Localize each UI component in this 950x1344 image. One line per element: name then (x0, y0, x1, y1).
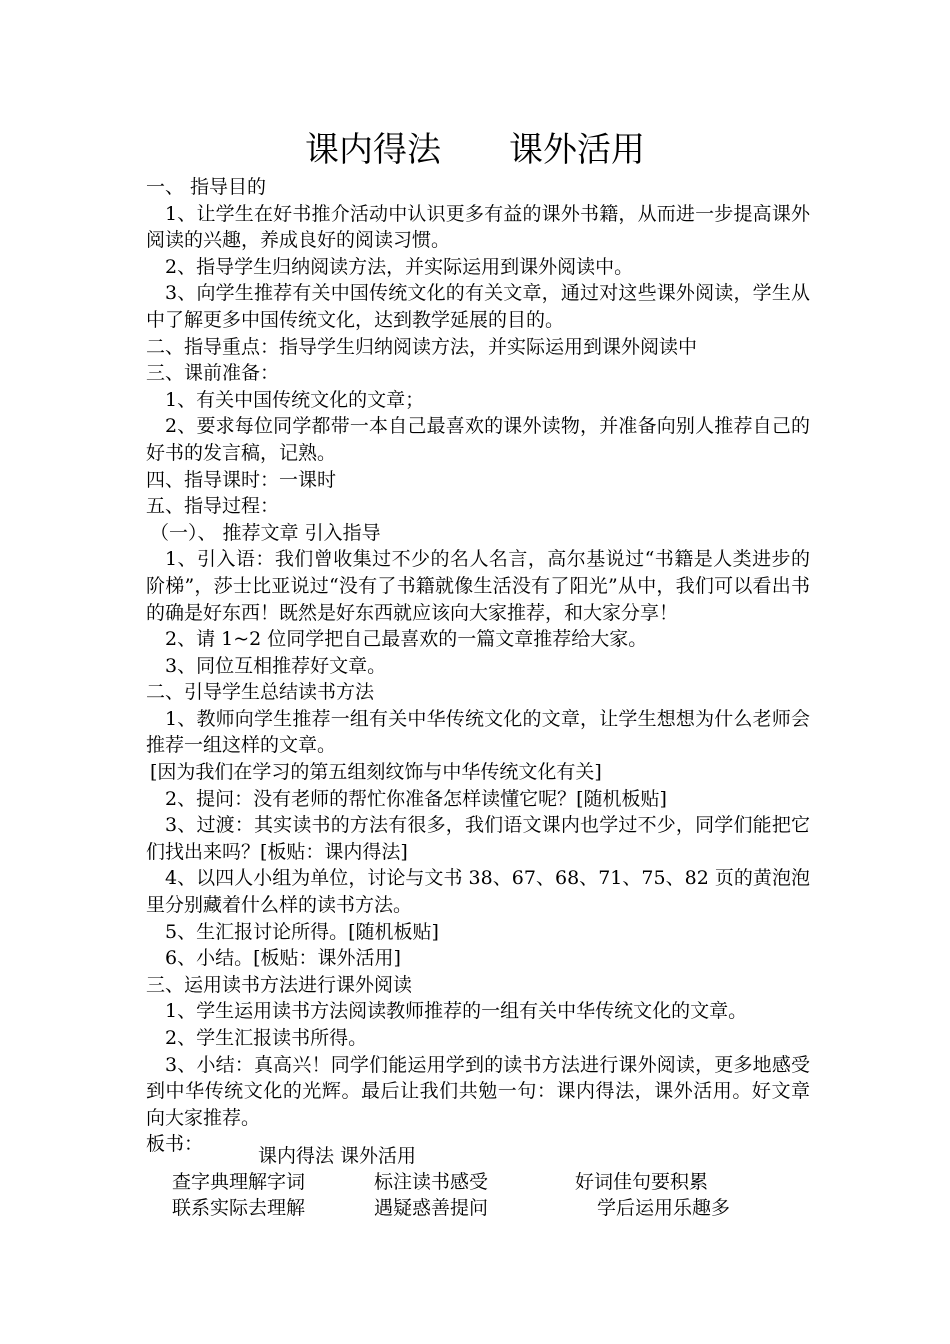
board-title: 课内得法 课外活用 (258, 1145, 417, 1167)
paragraph: 三、课前准备： (146, 362, 280, 385)
paragraph: 2、要求每位同学都带一本自己最喜欢的课外读物，并准备向别人推荐自己的好书的发言稿，记熟。 (146, 415, 810, 464)
paragraph: 5、生汇报讨论所得。[随机板贴] (165, 920, 439, 943)
paragraph: 6、小结。[板贴：课外活用] (165, 947, 401, 970)
paragraph: 3、过渡：其实读书的方法有很多，我们语文课内也学过不少，同学们能把它们找出来吗？[板贴：课内得法] (146, 814, 810, 863)
paragraph: 1、教师向学生推荐一组有关中华传统文化的文章，让学生想想为什么老师会推荐一组这样的文章。 (146, 707, 810, 757)
board-item: 查字典理解字词 (172, 1171, 306, 1193)
paragraph: [因为我们在学习的第五组刻纹饰与中华传统文化有关] (150, 761, 602, 784)
paragraph: 二、指导重点：指导学生归纳阅读方法，并实际运用到课外阅读中 (146, 335, 698, 358)
paragraph: 3、小结：真高兴！同学们能运用学到的读书方法进行课外阅读，更多地感受到中华传统文化的光辉。最后让我们共勉一句：课内得法，课外活用。好文章向大家推荐。 (146, 1053, 810, 1129)
paragraph: 1、学生运用读书方法阅读教师推荐的一组有关中华传统文化的文章。 (165, 1000, 748, 1023)
paragraph: 3、同位互相推荐好文章。 (165, 654, 387, 677)
board-item: 好词佳句要积累 (575, 1171, 709, 1193)
document-body (146, 174, 810, 1158)
board-item: 标注读书感受 (374, 1171, 489, 1193)
paragraph: 1、有关中国传统文化的文章； (165, 388, 425, 411)
paragraph: 1、让学生在好书推介活动中认识更多有益的课外书籍，从而进一步提高课外阅读的兴趣，养成良好的阅读习惯。 (146, 202, 810, 252)
paragraph: 三、运用读书方法进行课外阅读 (146, 973, 413, 996)
paragraph: 二、引导学生总结读书方法 (146, 681, 375, 704)
board-item: 遇疑惑善提问 (374, 1197, 489, 1219)
board-item: 联系实际去理解 (172, 1197, 306, 1219)
paragraph: 一、 指导目的 (146, 176, 267, 198)
paragraph: 2、提问：没有老师的帮忙你准备怎样读懂它呢？[随机板贴] (165, 787, 667, 810)
board-item: 学后运用乐趣多 (597, 1197, 731, 1219)
paragraph: 五、指导过程： (146, 495, 280, 518)
paragraph: （一）、 推荐文章 引入指导 (150, 521, 381, 544)
page-title: 课内得法 课外活用 (305, 130, 645, 170)
paragraph: 3、向学生推荐有关中国传统文化的有关文章，通过对这些课外阅读，学生从中了解更多中国传统文化，达到教学延展的目的。 (146, 282, 810, 331)
paragraph: 2、学生汇报读书所得。 (165, 1027, 368, 1049)
paragraph: 2、指导学生归纳阅读方法，并实际运用到课外阅读中。 (165, 255, 634, 278)
paragraph: 4、以四人小组为单位，讨论与文书 38、67、68、71、75、82 页的黄泡泡里分别藏着什么样的读书方法。 (146, 867, 810, 917)
paragraph: 2、请 1~2 位同学把自己最喜欢的一篇文章推荐给大家。 (165, 628, 648, 651)
paragraph: 四、指导课时：一课时 (146, 468, 337, 491)
paragraph: 1、引入语：我们曾收集过不少的名人名言，高尔基说过“书籍是人类进步的阶梯”，莎士比亚说过“没有了书籍就像生活没有了阳光”从中，我们可以看出书的确是好东西！既然是好东西就应该向大家推荐，和大家分享！ (146, 548, 810, 624)
paragraph: 板书： (146, 1133, 204, 1156)
